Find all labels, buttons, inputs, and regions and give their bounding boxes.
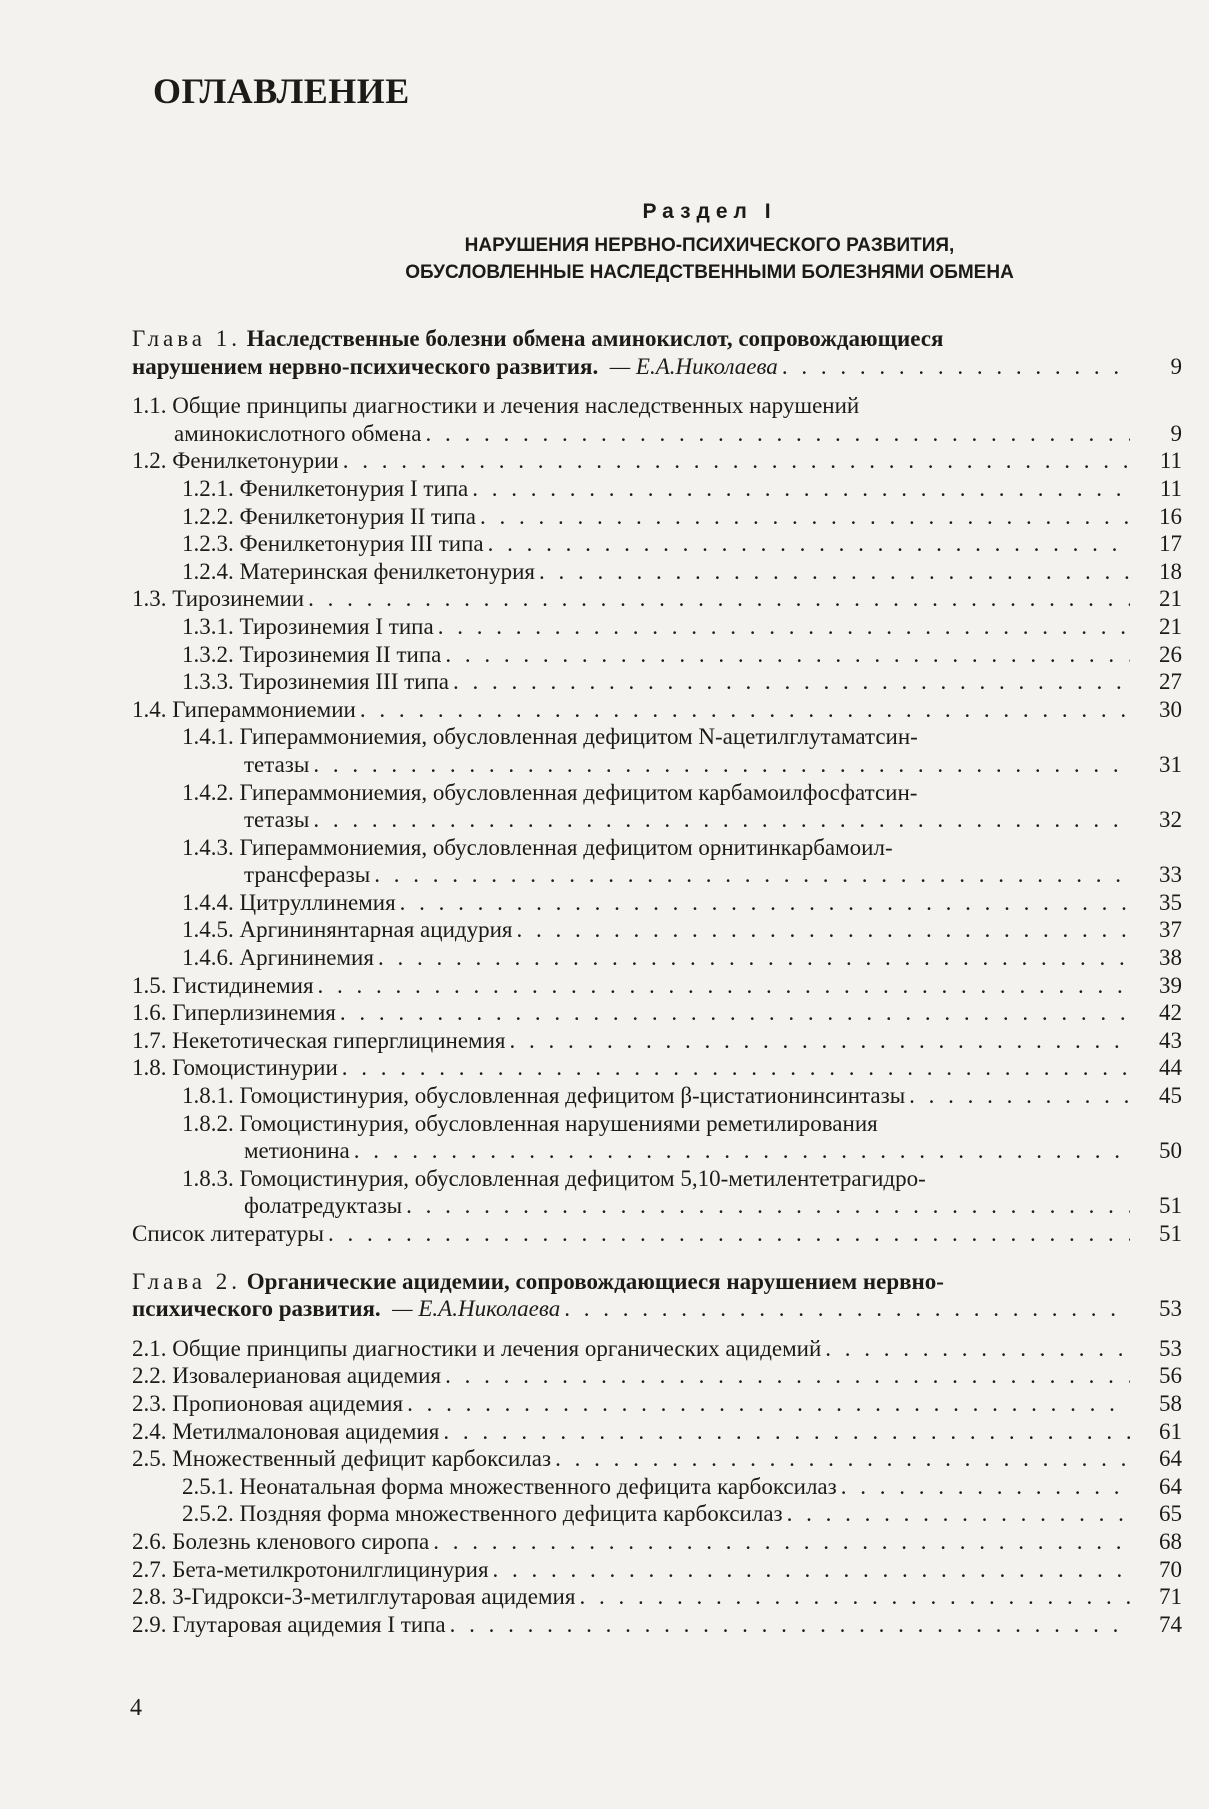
entry-number: 2.5. xyxy=(132,1446,167,1472)
page-number: 21 xyxy=(1159,613,1182,639)
page-number: 17 xyxy=(1159,531,1182,557)
entry-title: Гомоцистинурии xyxy=(172,1055,338,1081)
entry-number: 1.3.3. xyxy=(182,669,234,695)
dot-leader xyxy=(488,530,1130,558)
chapter-2-author: — Е.А.Николаева xyxy=(392,1296,561,1322)
entry-number: 2.3. xyxy=(132,1390,167,1416)
page-number: 39 xyxy=(1159,972,1182,998)
entry-title: Гомоцистинурия, обусловленная дефицитом β-цистатионинсинтазы xyxy=(239,1083,906,1109)
entry-number: 1.8.2. xyxy=(182,1110,234,1136)
entry-number: 2.6. xyxy=(132,1528,167,1554)
entry-number: 2.5.2. xyxy=(182,1501,234,1527)
dot-leader xyxy=(472,475,1130,503)
toc-entry[interactable] xyxy=(132,1528,1182,1556)
dot-leader xyxy=(782,353,1130,381)
toc-entry[interactable] xyxy=(132,1445,1182,1473)
toc-entry[interactable] xyxy=(132,1556,1182,1584)
dot-leader xyxy=(564,1295,1130,1323)
section-label: Раздел I xyxy=(642,200,777,223)
dot-leader xyxy=(343,447,1130,475)
entry-title: Аргининемия xyxy=(239,945,374,971)
entry-title: Метилмалоновая ацидемия xyxy=(172,1418,440,1444)
page-number: 11 xyxy=(1159,475,1182,501)
chapter-1-author: — Е.А.Николаева xyxy=(609,353,778,379)
toc-entry[interactable] xyxy=(132,1220,1182,1248)
entry-title: Гомоцистинурия, обусловленная нарушениями реметилирования xyxy=(239,1110,878,1136)
page-number: 65 xyxy=(1159,1501,1182,1527)
entry-number: 1.3. xyxy=(132,586,167,612)
entry-number: 2.4. xyxy=(132,1418,167,1444)
table-of-contents xyxy=(132,325,1182,1638)
section-title-line2: ОБУСЛОВЛЕННЫЕ НАСЛЕДСТВЕННЫМИ БОЛЕЗНЯМИ ОБМЕНА xyxy=(405,262,1014,283)
page-number: 70 xyxy=(1159,1556,1182,1582)
page-number: 38 xyxy=(1159,945,1182,971)
toc-entry[interactable] xyxy=(132,889,1182,917)
entry-title: Аргининянтарная ацидурия xyxy=(239,917,513,943)
entry-number: 1.2.1. xyxy=(182,475,234,501)
toc-entry[interactable] xyxy=(132,613,1182,641)
chapter-1-title-line1 xyxy=(132,325,1182,353)
page-number: 26 xyxy=(1159,641,1182,667)
entry-number: 1.4.5. xyxy=(182,917,234,943)
page-number: 21 xyxy=(1159,586,1182,612)
toc-entry[interactable] xyxy=(132,475,1182,503)
toc-entry[interactable] xyxy=(132,503,1182,531)
page-number: 42 xyxy=(1159,1000,1182,1026)
entry-number: 1.4.6. xyxy=(182,945,234,971)
entry-title: Гистидинемия xyxy=(172,972,314,998)
chapter-1-title-cont: нарушением нервно-психического развития. xyxy=(132,353,599,379)
entry-number: 2.8. xyxy=(132,1584,167,1610)
dot-leader xyxy=(425,420,1130,448)
page-number: 32 xyxy=(1159,807,1182,833)
dot-leader xyxy=(342,1054,1130,1082)
toc-entry[interactable] xyxy=(132,1500,1182,1528)
toc-entry[interactable] xyxy=(132,1583,1182,1611)
dot-leader xyxy=(443,1418,1130,1446)
section-header xyxy=(132,200,1187,286)
chapter-2-title: Органические ацидемии, сопровождающиеся нарушением нервно- xyxy=(246,1268,944,1294)
page-number: 50 xyxy=(1159,1138,1182,1164)
toc-entry[interactable] xyxy=(132,972,1182,1000)
toc-entry[interactable] xyxy=(132,1390,1182,1418)
entry-title-cont: трансферазы xyxy=(244,862,371,888)
dot-leader xyxy=(374,861,1130,889)
dot-leader xyxy=(308,585,1130,613)
entry-number: 1.4.4. xyxy=(182,889,234,915)
dot-leader xyxy=(510,1027,1131,1055)
page-number: 31 xyxy=(1159,751,1182,777)
dot-leader xyxy=(445,641,1130,669)
entry-number: 1.8.3. xyxy=(182,1165,234,1191)
page-number: 35 xyxy=(1159,889,1182,915)
entry-title-cont: фолатредуктазы xyxy=(244,1193,403,1219)
entry-number: 1.2.3. xyxy=(182,531,234,557)
entry-number: 1.2.4. xyxy=(182,558,234,584)
entry-title: Фенилкетонурия III типа xyxy=(239,531,484,557)
dot-leader xyxy=(438,613,1130,641)
page-number: 9 xyxy=(1170,420,1182,446)
toc-entry[interactable] xyxy=(132,530,1182,558)
entry-title: Тирозинемии xyxy=(172,586,305,612)
entry-number: 1.8. xyxy=(132,1055,167,1081)
entry-number: 2.9. xyxy=(132,1611,167,1637)
entry-title: Общие принципы диагностики и лечения наследственных нарушений xyxy=(172,393,860,419)
section-title xyxy=(232,232,1187,286)
chapter-2-heading[interactable] xyxy=(132,1268,1182,1323)
dot-leader xyxy=(445,1362,1130,1390)
dot-leader xyxy=(354,1137,1130,1165)
entry-title: Тирозинемия III типа xyxy=(239,669,449,695)
entry-title: Болезнь кленового сиропа xyxy=(172,1528,430,1554)
entry-number: 1.1. xyxy=(132,393,167,419)
dot-leader xyxy=(516,916,1130,944)
dot-leader xyxy=(841,1473,1130,1501)
dot-leader xyxy=(825,1335,1130,1363)
page-number: 33 xyxy=(1159,862,1182,888)
entry-number: 2.2. xyxy=(132,1363,167,1389)
entry-title-cont: метионина xyxy=(244,1138,350,1164)
page-number: 9 xyxy=(1170,353,1182,379)
chapter-2-label: Глава 2. xyxy=(132,1268,242,1294)
toc-entry[interactable] xyxy=(132,558,1182,586)
entry-title: Фенилкетонурия I типа xyxy=(239,475,469,501)
entry-number: 1.4. xyxy=(132,696,167,722)
dot-leader xyxy=(909,1082,1130,1110)
toc-entry[interactable] xyxy=(132,999,1182,1027)
entry-number: 1.5. xyxy=(132,972,167,998)
chapter-1-label: Глава 1. xyxy=(132,326,242,351)
dot-leader xyxy=(360,696,1130,724)
page-number: 45 xyxy=(1159,1083,1182,1109)
entry-title-cont: аминокислотного обмена xyxy=(174,420,422,446)
entry-title: Глутаровая ацидемия I типа xyxy=(172,1611,446,1637)
entry-number: 1.2. xyxy=(132,448,167,474)
entry-number: 1.4.3. xyxy=(182,834,234,860)
dot-leader xyxy=(378,944,1130,972)
toc-entry[interactable] xyxy=(132,779,1182,834)
toc-entry[interactable] xyxy=(132,392,1182,447)
toc-entry[interactable] xyxy=(132,916,1182,944)
entry-title: Некетотическая гиперглицинемия xyxy=(172,1027,506,1053)
page-number: 43 xyxy=(1159,1027,1182,1053)
entry-title: Неонатальная форма множественного дефицита карбоксилаз xyxy=(239,1473,837,1499)
entry-title: Гипераммониемия, обусловленная дефицитом орнитинкарбамоил- xyxy=(239,834,893,860)
entry-number: 2.7. xyxy=(132,1556,167,1582)
entry-title: Изовалериановая ацидемия xyxy=(172,1363,442,1389)
toc-entry[interactable] xyxy=(132,1082,1182,1110)
entry-title: Тирозинемия I типа xyxy=(239,613,434,639)
chapter-1-title-line2 xyxy=(132,353,1182,381)
toc-entry[interactable] xyxy=(132,447,1182,475)
dot-leader xyxy=(318,972,1130,1000)
dot-leader xyxy=(328,1220,1130,1248)
entry-number: 2.5.1. xyxy=(182,1473,234,1499)
entry-title: Бета-метилкротонилглицинурия xyxy=(172,1556,489,1582)
dot-leader xyxy=(313,751,1130,779)
toc-entry[interactable] xyxy=(132,696,1182,724)
entry-number: 1.7. xyxy=(132,1027,167,1053)
page-number: 18 xyxy=(1159,558,1182,584)
entry-number: 1.3.2. xyxy=(182,641,234,667)
chapter-2-title-line2 xyxy=(132,1295,1182,1323)
entry-title: 3-Гидрокси-3-метилглутаровая ацидемия xyxy=(172,1584,576,1610)
entry-title: Общие принципы диагностики и лечения органических ацидемий xyxy=(172,1335,822,1361)
entry-number: 1.2.2. xyxy=(182,503,234,529)
toc-entry[interactable] xyxy=(132,585,1182,613)
page-number: 16 xyxy=(1159,503,1182,529)
toc-entry[interactable] xyxy=(132,723,1182,778)
entry-title: Пропионовая ацидемия xyxy=(172,1390,404,1416)
chapter-1-entries xyxy=(132,392,1182,1247)
toc-entry[interactable] xyxy=(132,641,1182,669)
dot-leader xyxy=(453,668,1130,696)
entry-number: 1.3.1. xyxy=(182,613,234,639)
dot-leader xyxy=(555,1445,1130,1473)
toc-entry[interactable] xyxy=(132,1362,1182,1390)
page-number: 51 xyxy=(1159,1193,1182,1219)
page-number: 64 xyxy=(1159,1446,1182,1472)
dot-leader xyxy=(407,1390,1130,1418)
page-number: 53 xyxy=(1159,1296,1182,1322)
dot-leader xyxy=(400,889,1130,917)
dot-leader xyxy=(340,999,1130,1027)
entry-title: Список литературы xyxy=(132,1221,324,1246)
entry-title: Фенилкетонурии xyxy=(172,448,339,474)
entry-title: Фенилкетонурия II типа xyxy=(239,503,476,529)
chapter-2-title-cont: психического развития. xyxy=(132,1296,381,1322)
toc-entry[interactable] xyxy=(132,1110,1182,1165)
entry-title-cont: тетазы xyxy=(244,807,310,833)
chapter-2-entries xyxy=(132,1335,1182,1639)
entry-number: 1.4.2. xyxy=(182,779,234,805)
toc-entry[interactable] xyxy=(132,1027,1182,1055)
page-title: ОГЛАВЛЕНИЕ xyxy=(153,71,410,111)
section-title-line1: НАРУШЕНИЯ НЕРВНО-ПСИХИЧЕСКОГО РАЗВИТИЯ, xyxy=(464,235,955,256)
dot-leader xyxy=(433,1528,1130,1556)
page-number: 56 xyxy=(1159,1363,1182,1389)
entry-title-cont: тетазы xyxy=(244,751,310,777)
page-number: 53 xyxy=(1159,1335,1182,1361)
dot-leader xyxy=(480,503,1130,531)
toc-entry[interactable] xyxy=(132,944,1182,972)
entry-number: 1.4.1. xyxy=(182,724,234,750)
toc-entry[interactable] xyxy=(132,1054,1182,1082)
dot-leader xyxy=(450,1611,1130,1639)
page-number: 74 xyxy=(1159,1611,1182,1637)
page-number: 71 xyxy=(1159,1584,1182,1610)
toc-entry[interactable] xyxy=(132,1418,1182,1446)
page-number: 30 xyxy=(1159,696,1182,722)
entry-title: Поздняя форма множественного дефицита карбоксилаз xyxy=(239,1501,783,1527)
dot-leader xyxy=(787,1500,1130,1528)
entry-title: Множественный дефицит карбоксилаз xyxy=(172,1446,552,1472)
page-number: 64 xyxy=(1159,1473,1182,1499)
entry-title: Гипераммониемия, обусловленная дефицитом карбамоилфосфатсин- xyxy=(239,779,918,805)
page-number: 11 xyxy=(1159,448,1182,474)
entry-title: Гипераммониемия, обусловленная дефицитом N-ацетилглутаматсин- xyxy=(239,724,918,750)
toc-entry[interactable] xyxy=(132,834,1182,889)
page-number: 51 xyxy=(1159,1221,1182,1246)
toc-entry[interactable] xyxy=(132,668,1182,696)
entry-title: Цитруллинемия xyxy=(239,889,396,915)
page-number: 27 xyxy=(1159,669,1182,695)
dot-leader xyxy=(313,806,1130,834)
chapter-2-title-line1 xyxy=(132,1268,1182,1296)
entry-title: Гипераммониемии xyxy=(172,696,356,722)
entry-number: 1.8.1. xyxy=(182,1083,234,1109)
page-number: 61 xyxy=(1159,1418,1182,1444)
chapter-1-heading[interactable] xyxy=(132,325,1182,380)
entry-title: Гомоцистинурия, обусловленная дефицитом 5,10-метилентетрагидро- xyxy=(239,1165,926,1191)
page-number-footer: 4 xyxy=(130,1695,142,1721)
toc-entry[interactable] xyxy=(132,1611,1182,1639)
dot-leader xyxy=(579,1583,1130,1611)
toc-entry[interactable] xyxy=(132,1165,1182,1220)
entry-title: Материнская фенилкетонурия xyxy=(239,558,535,584)
dot-leader xyxy=(406,1192,1130,1220)
chapter-1-title: Наследственные болезни обмена аминокислот, сопровождающиеся xyxy=(246,326,944,351)
entry-number: 2.1. xyxy=(132,1335,167,1361)
dot-leader xyxy=(539,558,1130,586)
page-number: 68 xyxy=(1159,1528,1182,1554)
dot-leader xyxy=(493,1556,1130,1584)
entry-number: 1.6. xyxy=(132,1000,167,1026)
toc-entry[interactable] xyxy=(132,1473,1182,1501)
page-number: 37 xyxy=(1159,917,1182,943)
entry-title: Тирозинемия II типа xyxy=(239,641,442,667)
page-number: 44 xyxy=(1159,1055,1182,1081)
toc-entry[interactable] xyxy=(132,1335,1182,1363)
page-number: 58 xyxy=(1159,1390,1182,1416)
entry-title: Гиперлизинемия xyxy=(172,1000,336,1026)
